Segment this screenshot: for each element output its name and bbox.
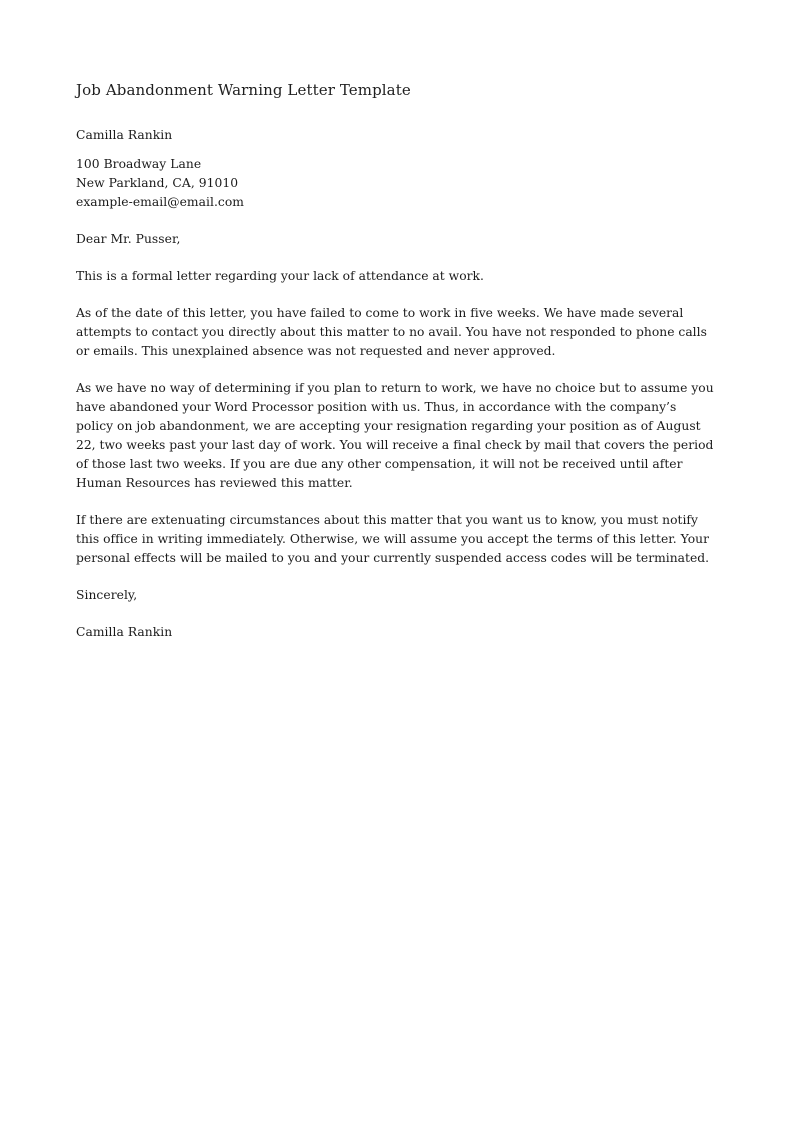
paragraph-intro: This is a formal letter regarding your lack of attendance at work. xyxy=(76,269,484,283)
salutation: Dear Mr. Pusser, xyxy=(76,232,181,246)
address-city: New Parkland, CA, 91010 xyxy=(76,176,239,190)
document-title: Job Abandonment Warning Letter Template xyxy=(76,81,411,99)
letter-body xyxy=(76,80,716,642)
closing: Sincerely, xyxy=(76,588,138,602)
paragraph-resignation: As we have no way of determining if you plan to return to work, we have no choice but to assume you have abandoned your Word Processor position with us. Thus, in accordance with the company’s policy on job abandonment, we are accepting your resignation regarding your position as of August 22, two weeks past your last day of work. You will receive a final check by mail that covers the period of those last two weeks. If you are due any other compensation, it will not be received until after Human Resources has reviewed this matter. xyxy=(76,381,714,490)
paragraph-absence: As of the date of this letter, you have failed to come to work in five weeks. We have made several attempts to contact you directly about this matter to no avail. You have not responded to phone calls or emails. This unexplained absence was not requested and never approved. xyxy=(76,306,707,358)
address-email: example-email@email.com xyxy=(76,195,245,209)
sender-address xyxy=(76,155,716,212)
address-street: 100 Broadway Lane xyxy=(76,157,202,171)
sender-name: Camilla Rankin xyxy=(76,128,173,142)
paragraph-circumstances: If there are extenuating circumstances about this matter that you want us to know, you must notify this office in writing immediately. Otherwise, we will assume you accept the terms of this letter. Your personal effects will be mailed to you and your currently suspended access codes will be terminated. xyxy=(76,513,710,565)
signature-name: Camilla Rankin xyxy=(76,625,173,639)
